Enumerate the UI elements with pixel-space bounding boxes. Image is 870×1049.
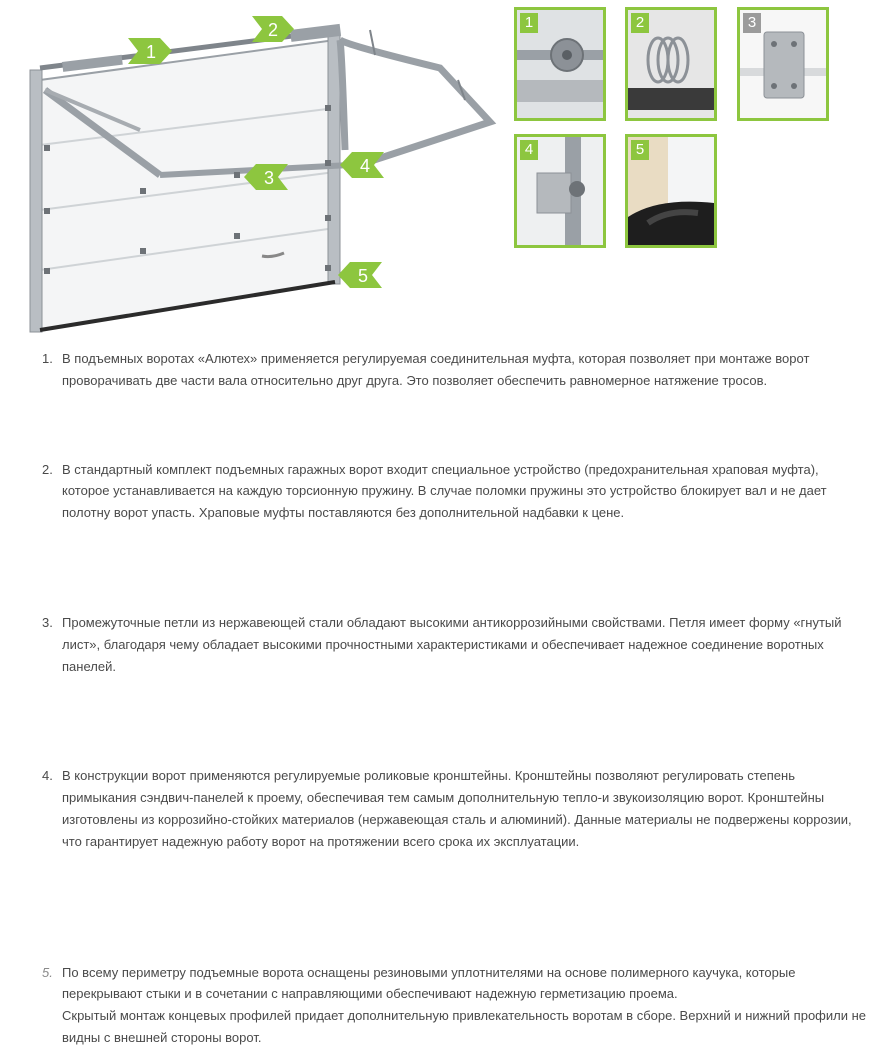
garage-door-diagram	[0, 0, 870, 340]
thumbnail-number: 3	[743, 13, 761, 33]
thumbnail-3	[737, 7, 829, 121]
list-text: В конструкции ворот применяются регулируемые роликовые кронштейны. Кронштейны позволяют регулировать степень примыкания сэндвич-панелей к проему, обеспечивая тем самым дополнительную тепло-и звукоизоляцию ворот. Кронштейны изготовлены из коррозийно-стойких материалов (нержавеющая сталь и алюминий). Данные материалы не подвержены коррозии, что гарантирует надежную работу ворот на протяжении всего срока их эксплуатации.	[62, 768, 852, 849]
svg-text:3: 3	[264, 168, 275, 188]
thumbnail-number: 2	[631, 13, 649, 33]
list-number: 1.	[42, 351, 53, 366]
thumbnail-5	[625, 134, 717, 248]
list-text: По всему периметру подъемные ворота оснащены резиновыми уплотнителями на основе полимерного каучука, которые перекрывают стыки и в сочетании с направляющими обеспечивают надежную герметизацию проема.	[62, 964, 796, 1002]
features-list	[38, 348, 867, 1045]
list-text-continued: Скрытый монтаж концевых профилей придает дополнительную привлекательность воротам в сборе. Верхний и нижний профили не видны с внешней стороны ворот.	[62, 1008, 867, 1045]
svg-text:5: 5	[358, 266, 369, 286]
list-number: 3.	[42, 614, 53, 630]
thumbnail-1	[514, 7, 606, 121]
callout-1	[128, 38, 172, 64]
list-number: 5.	[42, 964, 53, 980]
list-number: 2.	[42, 461, 53, 477]
door-leaf	[40, 40, 335, 330]
svg-text:2: 2	[268, 20, 279, 40]
list-item	[38, 612, 866, 677]
list-text: Промежуточные петли из нержавеющей стали обладают высокими антикоррозийными свойствами. Петля имеет форму «гнутый лист», благодаря чему обладает высокими прочностными характеристиками и обеспечивает надежное соединение воротных панелей.	[62, 614, 842, 674]
list-text: В стандартный комплект подъемных гаражных ворот входит специальное устройство (предохранительная храповая муфта), которое устанавливается на каждую торсионную пружину. В случае поломки пружины это устройство блокирует вал и не дает полотну ворот упасть. Храповые муфты поставляются без дополнительной надбавки к цене.	[62, 461, 827, 521]
thumbnail-number: 4	[520, 140, 538, 160]
thumbnail-4	[514, 134, 606, 248]
list-number: 4.	[42, 768, 53, 784]
thumbnail-number: 5	[631, 140, 649, 160]
svg-text:1: 1	[146, 42, 157, 62]
callout-5	[338, 262, 382, 288]
list-item	[38, 348, 866, 392]
callout-4	[340, 152, 384, 178]
thumbnail-number: 1	[520, 13, 538, 33]
list-item	[38, 962, 866, 1049]
list-item	[38, 765, 866, 852]
list-text: В подъемных воротах «Алютех» применяется регулируемая соединительная муфта, которая позволяет при монтаже ворот проворачивать две части вала относительно друг друга. Это позволяет обеспечить равномерное натяжение тросов.	[62, 351, 810, 388]
svg-text:4: 4	[360, 156, 371, 176]
list-item	[38, 459, 866, 524]
thumbnail-2	[625, 7, 717, 121]
